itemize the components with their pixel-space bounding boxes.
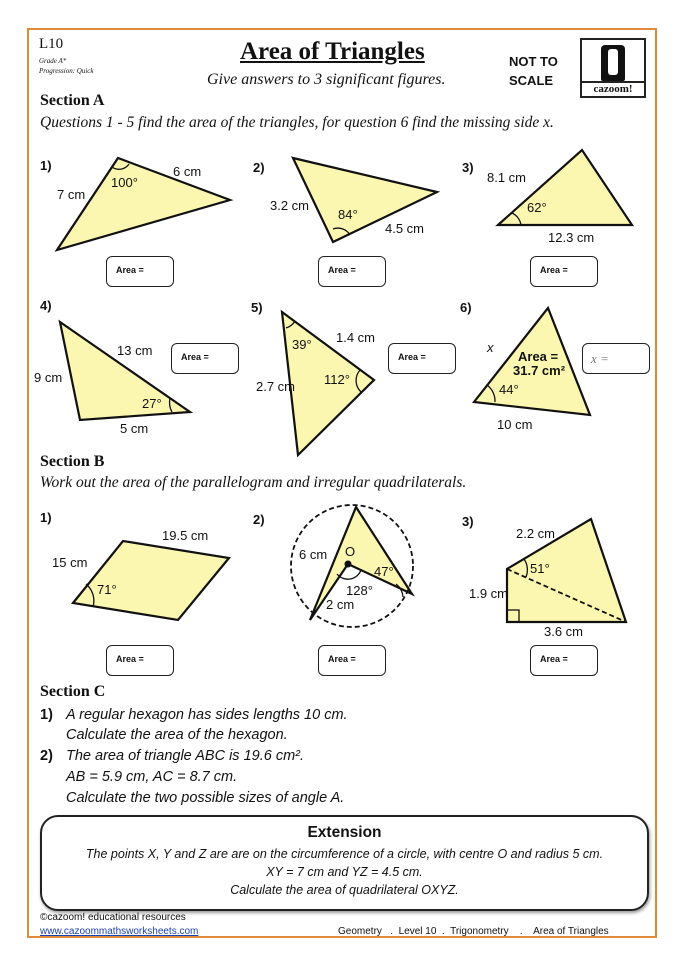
label: 1.9 cm [469,586,509,601]
extension-title: Extension [307,824,382,841]
label: 13 cm [117,343,153,358]
page-subtitle: Give answers to 3 significant figures. [207,71,446,88]
answer-box-b1[interactable]: Area = [106,645,174,676]
triangle-a1 [57,158,230,250]
triangle-a4 [60,322,190,420]
label: 6 cm [299,547,328,562]
q-b2-number: 2) [253,512,265,527]
label: 44° [499,382,519,397]
label: 19.5 cm [162,528,209,543]
q-a3-number: 3) [462,160,474,175]
label: 84° [338,207,358,222]
q-a4-number: 4) [40,298,52,313]
label: 2.7 cm [256,379,296,394]
answer-box-a6[interactable]: x = [582,343,650,374]
answer-box-b2[interactable]: Area = [318,645,386,676]
section-a-heading: Section A [40,92,105,109]
q-c2-line: AB = 5.9 cm, AC = 8.7 cm. [66,769,238,785]
extension-line: Calculate the area of quadrilateral OXYZ. [230,883,459,897]
answer-box-b3[interactable]: Area = [530,645,598,676]
label: 1.4 cm [336,330,376,345]
q-c1-number: 1) [40,707,53,723]
parallelogram-b1 [73,541,229,620]
progression-label: Progression: Quick [39,67,94,75]
q-c1-line: A regular hexagon has sides lengths 10 cm. [66,707,348,723]
cazoom-logo: cazoom! [580,38,646,98]
section-c-heading: Section C [40,683,106,700]
label: 9 cm [34,370,63,385]
label: 5 cm [120,421,149,436]
footer-tags: Geometry . Level 10 . Trigonometry . Area of Triangles [338,926,609,937]
q-c2-line: The area of triangle ABC is 19.6 cm². [66,748,305,764]
label: 2 cm [326,597,355,612]
label: 47° [374,564,394,579]
level-label: L10 [39,36,64,52]
answer-box-a3[interactable]: Area = [530,256,598,287]
label: O [345,544,356,559]
q-c1-line: Calculate the area of the hexagon. [66,727,288,743]
centre-point [345,561,352,568]
section-a-instruction: Questions 1 - 5 find the area of the triangles, for question 6 find the missing side x. [40,114,554,131]
q-a2-number: 2) [253,160,265,175]
label: 3.6 cm [544,624,584,639]
label: 8.1 cm [487,170,527,185]
label: 4.5 cm [385,221,425,236]
extension-line: XY = 7 cm and YZ = 4.5 cm. [266,865,423,879]
q-b3-number: 3) [462,514,474,529]
label: 51° [530,561,550,576]
not-to-scale-note: NOT TO SCALE [509,54,558,88]
q-c2-line: Calculate the two possible sizes of angle A. [66,790,345,806]
section-b-instruction: Work out the area of the parallelogram and irregular quadrilaterals. [40,474,467,491]
triangle-a3 [498,150,632,225]
label: 6 cm [173,164,202,179]
q-c2-number: 2) [40,748,53,764]
label: 31.7 cm² [513,363,566,378]
label: 128° [346,583,373,598]
q-b1-number: 1) [40,510,52,525]
label: Area = [518,349,559,364]
grade-label: Grade A* [39,57,67,65]
label: 39° [292,337,312,352]
answer-box-a4[interactable]: Area = [171,343,239,374]
website-link[interactable]: www.cazoommathsworksheets.com [40,926,199,937]
label: 10 cm [497,417,533,432]
extension-box [40,815,649,911]
label: 3.2 cm [270,198,310,213]
section-b-heading: Section B [40,453,105,470]
label: 112° [324,372,350,387]
answer-box-a5[interactable]: Area = [388,343,456,374]
label: 62° [527,200,547,215]
label-x: x [487,340,494,355]
copyright: ©cazoom! educational resources [40,912,186,923]
label: 15 cm [52,555,88,570]
q-a5-number: 5) [251,300,263,315]
label: 100° [111,175,138,190]
label: 7 cm [57,187,86,202]
label: 2.2 cm [516,526,556,541]
q-a1-number: 1) [40,158,52,173]
answer-box-a1[interactable]: Area = [106,256,174,287]
page-title: Area of Triangles [240,38,425,65]
label: 71° [97,582,117,597]
label: 12.3 cm [548,230,595,245]
q-a6-number: 6) [460,300,472,315]
label: 27° [142,396,162,411]
answer-box-a2[interactable]: Area = [318,256,386,287]
extension-line: The points X, Y and Z are are on the circumference of a circle, with centre O and radius 5 cm. [85,847,604,861]
